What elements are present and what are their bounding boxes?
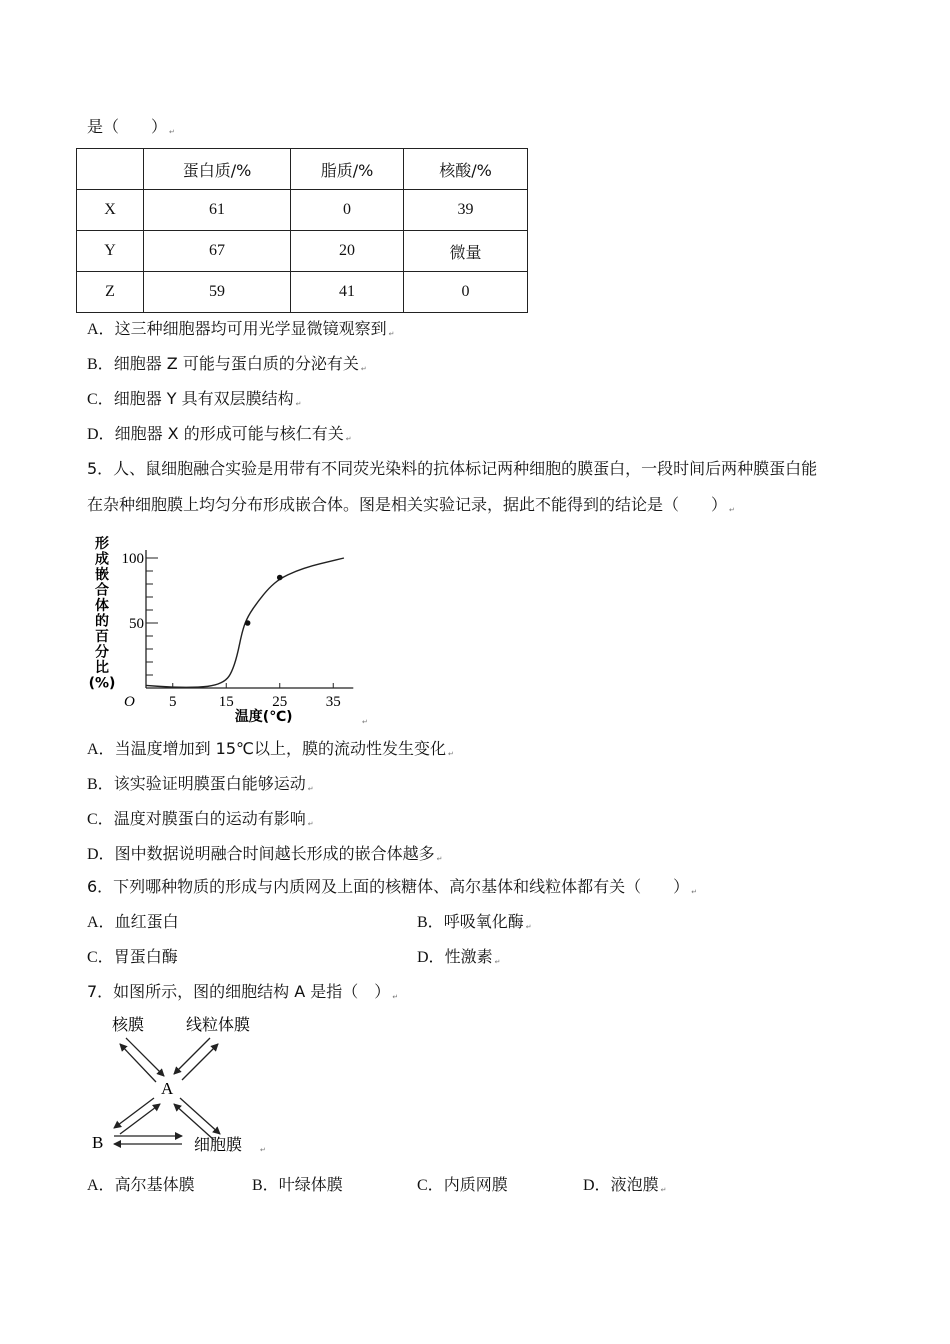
origin-label: O	[124, 694, 135, 710]
x-tick-label: 5	[169, 694, 177, 710]
q7-option-a: A．高尔基体膜	[87, 1175, 195, 1194]
q6-option-d: D．性激素 ↵	[417, 947, 501, 966]
q7-option-c: C．内质网膜	[417, 1175, 508, 1194]
q6-option-c: C．胃蛋白酶	[87, 947, 178, 966]
y-axis-label-char: 成	[95, 551, 109, 568]
label-b: B	[92, 1133, 104, 1152]
table-row	[77, 272, 528, 313]
q4-option-d: D．细胞器 X 的形成可能与核仁有关 ↵	[87, 424, 352, 443]
table-cell: Y	[77, 231, 144, 272]
q6-option-b: B．呼吸氧化酶 ↵	[417, 912, 532, 931]
chart-ticks	[146, 558, 333, 688]
q5-option-b: B．该实验证明膜蛋白能够运动 ↵	[87, 774, 314, 793]
table-header-cell: 核酸/%	[404, 149, 528, 190]
table-cell: Z	[77, 272, 144, 313]
q6-option-a: A．血红蛋白	[87, 912, 179, 931]
y-tick-label: 100	[121, 551, 144, 567]
y-tick-label: 50	[129, 616, 144, 632]
table-row	[77, 231, 528, 272]
table-cell: 41	[291, 272, 404, 313]
arrow-a-to-mito	[182, 1044, 218, 1080]
y-axis-label-char: 的	[95, 613, 109, 630]
q4-option-c: C．细胞器 Y 具有双层膜结构 ↵	[87, 389, 302, 408]
y-axis-label-char: 嵌	[95, 567, 109, 583]
table-cell: 0	[404, 272, 528, 313]
table-header-row	[77, 149, 528, 190]
chart-marks	[146, 558, 344, 687]
arrow-mito-to-a	[174, 1038, 210, 1074]
y-axis-label-char: 形	[95, 536, 109, 552]
q5-option-d: D．图中数据说明融合时间越长形成的嵌合体越多 ↵	[87, 844, 443, 863]
q6-stem: 6．下列哪种物质的形成与内质网及上面的核糖体、高尔基体和线粒体都有关（ ） ↵	[87, 877, 698, 896]
label-cell-membrane: 细胞膜	[194, 1135, 243, 1154]
q5-option-c: C．温度对膜蛋白的运动有影响 ↵	[87, 809, 314, 828]
table-cell: 59	[144, 272, 291, 313]
table-cell: 20	[291, 231, 404, 272]
q5-stem-line1: 5．人、鼠细胞融合实验是用带有不同荧光染料的抗体标记两种细胞的膜蛋白，一段时间后两种膜蛋白能	[87, 459, 818, 478]
chart-labels	[122, 551, 341, 725]
table-cell: 微量	[404, 231, 528, 272]
table-cell: X	[77, 190, 144, 231]
label-mito-membrane: 线粒体膜	[186, 1015, 251, 1034]
y-axis-label	[89, 536, 116, 692]
q4-option-b: B．细胞器 Z 可能与蛋白质的分泌有关 ↵	[87, 354, 367, 373]
y-axis-label-char: 分	[95, 644, 109, 661]
q4-stem-tail: 是（ ） ↵	[87, 117, 175, 136]
table-row	[77, 190, 528, 231]
y-axis-label-char: (%)	[88, 675, 116, 692]
table-cell: 61	[144, 190, 291, 231]
label-a: A	[161, 1079, 174, 1098]
table-cell: 39	[404, 190, 528, 231]
q5-stem-line2: 在杂种细胞膜上均匀分布形成嵌合体。图是相关实验记录，据此不能得到的结论是（ ） ↵	[87, 495, 735, 514]
data-point	[277, 575, 283, 581]
table-header-cell: 脂质/%	[291, 149, 404, 190]
table-cell: 0	[291, 190, 404, 231]
x-axis-label: 温度(℃)	[234, 709, 293, 725]
membrane-relation-diagram	[86, 1010, 286, 1160]
table-header-cell: 蛋白质/%	[144, 149, 291, 190]
q7-option-d: D．液泡膜 ↵	[583, 1175, 667, 1194]
y-axis-label-char: 百	[95, 629, 109, 645]
x-tick-label: 35	[325, 694, 341, 710]
chart-axes	[146, 550, 353, 688]
q5-option-a: A．当温度增加到 15℃以上，膜的流动性发生变化 ↵	[87, 739, 454, 758]
label-nuclear-membrane: 核膜	[112, 1015, 145, 1034]
y-axis-label-char: 合	[95, 582, 109, 599]
y-axis-label-char: 比	[95, 660, 109, 676]
x-tick-label: 25	[272, 694, 288, 710]
arrow-a-to-cell	[180, 1098, 220, 1134]
organelle-composition-table	[76, 148, 528, 313]
y-axis-label-text	[89, 536, 116, 692]
q7-stem: 7．如图所示，图的细胞结构 A 是指（ ） ↵	[87, 982, 399, 1001]
q7-option-b: B．叶绿体膜	[252, 1175, 343, 1194]
x-tick-label: 15	[218, 694, 234, 710]
q4-option-a: A．这三种细胞器均可用光学显微镜观察到 ↵	[87, 319, 395, 338]
y-axis-label-char: 体	[95, 598, 109, 614]
data-point	[245, 620, 251, 626]
table-cell: 67	[144, 231, 291, 272]
table-header-cell	[77, 149, 144, 190]
fusion-temperature-chart	[86, 530, 376, 730]
